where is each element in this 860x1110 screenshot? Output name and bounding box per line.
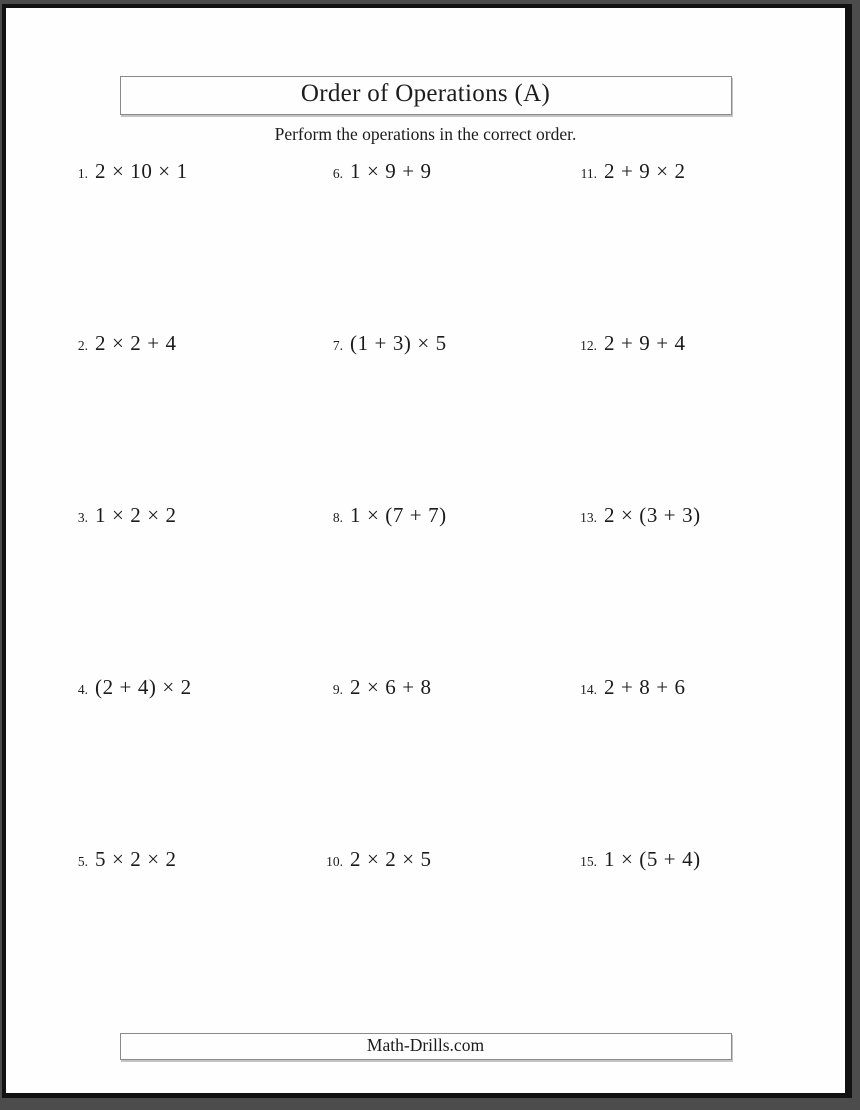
problem-expression: 2 + 8 + 6 [604,675,686,699]
title-box [120,76,732,115]
problem-item-14 [567,675,845,847]
instructions-text: Perform the operations in the correct order. [274,124,577,144]
problem-item-2 [58,331,313,503]
problem-number: 11. [580,166,597,181]
problem-expression: 2 × 2 × 5 [350,847,432,871]
problem-number: 2. [77,338,88,353]
problem-item-6 [313,159,567,331]
problem-item-11 [567,159,845,331]
problem-expression: 2 × (3 + 3) [604,503,701,527]
problem-number: 3. [77,510,88,525]
problem-expression: 5 × 2 × 2 [95,847,177,871]
problem-item-15 [567,847,845,1019]
page-title: Order of Operations (A) [300,80,551,107]
problem-expression: 2 × 6 + 8 [350,675,432,699]
problem-number: 6. [332,166,343,181]
problem-number: 12. [580,338,597,353]
problem-expression: (1 + 3) × 5 [350,331,447,355]
problem-expression: 1 × (7 + 7) [350,503,447,527]
problem-item-12 [567,331,845,503]
problem-number: 7. [332,338,343,353]
problem-item-1 [58,159,313,331]
problem-expression: 1 × (5 + 4) [604,847,701,871]
problem-expression: 2 + 9 + 4 [604,331,686,355]
problem-item-4 [58,675,313,847]
problem-number: 1. [77,166,88,181]
problem-number: 14. [580,682,597,697]
problem-item-10 [313,847,567,1019]
problem-expression: (2 + 4) × 2 [95,675,192,699]
problem-number: 10. [326,854,343,869]
problem-expression: 1 × 9 + 9 [350,159,432,183]
problem-expression: 2 × 2 + 4 [95,331,177,355]
problem-item-5 [58,847,313,1019]
problem-number: 9. [332,682,343,697]
problem-number: 4. [77,682,88,697]
footer-brand: Math-Drills.com [366,1035,485,1055]
problem-item-9 [313,675,567,847]
problem-number: 13. [580,510,597,525]
problem-expression: 1 × 2 × 2 [95,503,177,527]
worksheet-page [2,4,852,1098]
problem-expression: 2 + 9 × 2 [604,159,686,183]
problem-item-13 [567,503,845,675]
problem-item-7 [313,331,567,503]
problem-number: 15. [580,854,597,869]
problem-expression: 2 × 10 × 1 [95,159,188,183]
footer-box [120,1033,732,1060]
problem-number: 8. [332,510,343,525]
problem-number: 5. [77,854,88,869]
problems-grid [58,159,845,1019]
problem-item-3 [58,503,313,675]
problem-item-8 [313,503,567,675]
